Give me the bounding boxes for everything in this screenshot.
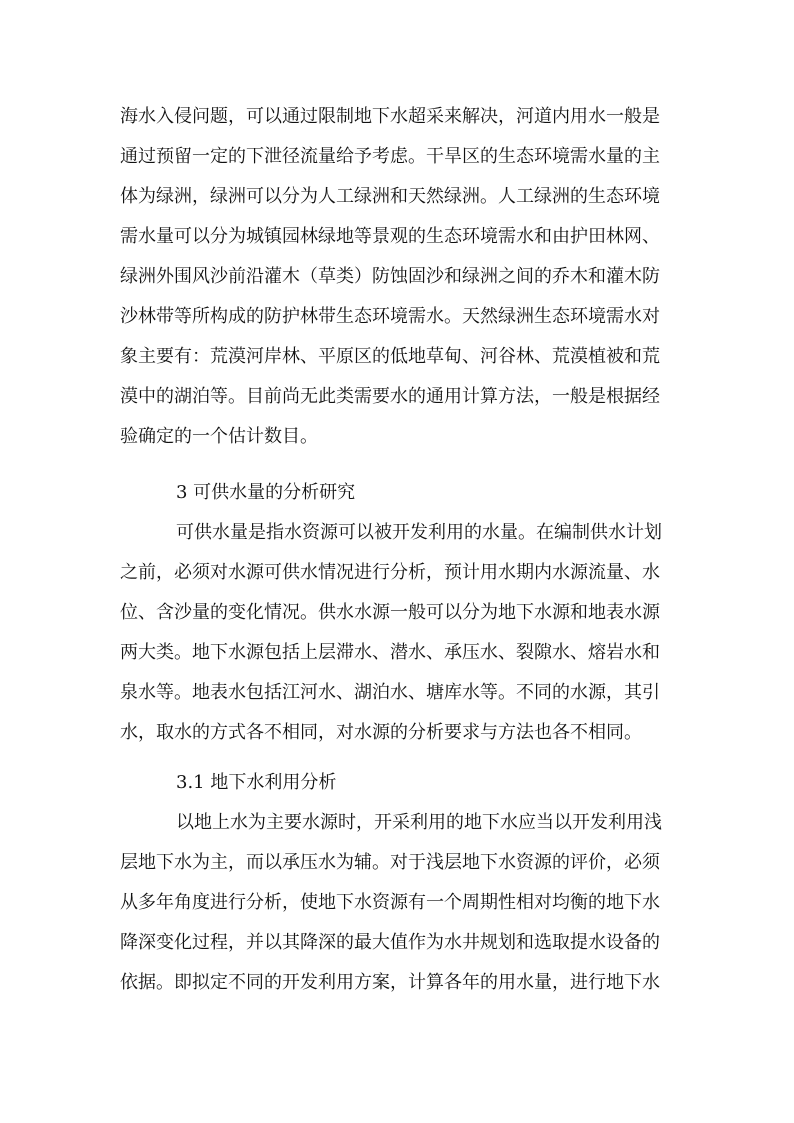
section-heading: 3 可供水量的分析研究 xyxy=(176,482,356,503)
subsection-heading: 3.1 地下水利用分析 xyxy=(176,772,337,793)
paragraph-line: 之前，必须对水源可供水情况进行分析，预计用水期内水源流量、水 xyxy=(120,562,660,583)
paragraph-line: 绿洲外围风沙前沿灌木（草类）防蚀固沙和绿洲之间的乔木和灌木防 xyxy=(120,266,660,287)
paragraph-line: 泉水等。地表水包括江河水、湖泊水、塘库水等。不同的水源，其引 xyxy=(120,682,660,703)
paragraph-line: 体为绿洲，绿洲可以分为人工绿洲和天然绿洲。人工绿洲的生态环境 xyxy=(120,186,660,207)
paragraph-line: 两大类。地下水源包括上层滞水、潜水、承压水、裂隙水、熔岩水和 xyxy=(120,642,660,663)
paragraph-line: 位、含沙量的变化情况。供水水源一般可以分为地下水源和地表水源 xyxy=(120,602,660,623)
paragraph-line: 可供水量是指水资源可以被开发利用的水量。在编制供水计划 xyxy=(176,522,662,543)
paragraph-line: 象主要有：荒漠河岸林、平原区的低地草甸、河谷林、荒漠植被和荒 xyxy=(120,346,660,367)
paragraph-line: 沙林带等所构成的防护林带生态环境需水。天然绿洲生态环境需水对 xyxy=(120,306,660,327)
paragraph-line: 验确定的一个估计数目。 xyxy=(120,426,318,447)
paragraph-line: 层地下水为主，而以承压水为辅。对于浅层地下水资源的评价，必须 xyxy=(120,852,660,873)
paragraph-line: 从多年角度进行分析，使地下水资源有一个周期性相对均衡的地下水 xyxy=(120,892,660,913)
paragraph-line: 漠中的湖泊等。目前尚无此类需要水的通用计算方法，一般是根据经 xyxy=(120,386,660,407)
paragraph-line: 依据。即拟定不同的开发利用方案，计算各年的用水量，进行地下水 xyxy=(120,972,660,993)
paragraph-line: 通过预留一定的下泄径流量给予考虑。干旱区的生态环境需水量的主 xyxy=(120,146,660,167)
paragraph-line: 水，取水的方式各不相同，对水源的分析要求与方法也各不相同。 xyxy=(120,722,642,743)
paragraph-line: 海水入侵问题，可以通过限制地下水超采来解决，河道内用水一般是 xyxy=(120,106,660,127)
paragraph-line: 以地上水为主要水源时，开采利用的地下水应当以开发利用浅 xyxy=(176,812,662,833)
paragraph-line: 需水量可以分为城镇园林绿地等景观的生态环境需水和由护田林网、 xyxy=(120,226,660,247)
paragraph-line: 降深变化过程，并以其降深的最大值作为水井规划和选取提水设备的 xyxy=(120,932,660,953)
